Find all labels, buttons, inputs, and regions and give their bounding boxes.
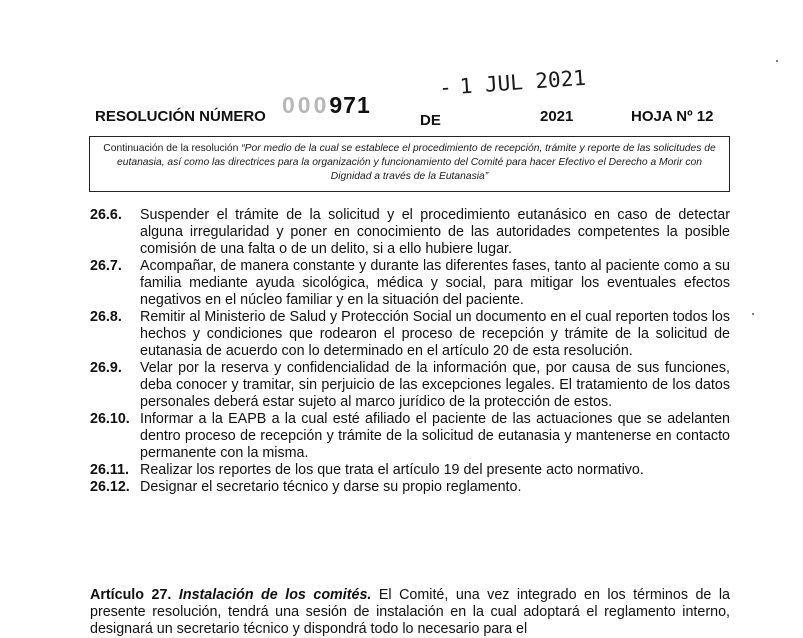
item-number: 26.10. bbox=[90, 411, 130, 427]
scan-speck bbox=[752, 313, 754, 315]
resolution-number-digits: 971 bbox=[329, 92, 371, 118]
resolution-label: RESOLUCIÓN NÚMERO bbox=[95, 108, 266, 125]
item-number: 26.6. bbox=[90, 207, 122, 223]
numbered-items-list bbox=[90, 207, 730, 496]
list-item bbox=[90, 309, 730, 360]
date-stamp-dash: - bbox=[438, 75, 453, 100]
resolution-year: 2021 bbox=[540, 108, 574, 125]
list-item bbox=[90, 360, 730, 411]
list-item bbox=[90, 462, 730, 479]
list-item bbox=[90, 479, 730, 496]
resolution-number-stamp bbox=[282, 92, 371, 119]
item-text: Velar por la reserva y confidencialidad de la información que, por causa de sus funciones, deba conocer y tramitar, sin perjuicio de las excepciones legales. El tratamiento de los datos personales deberá estar sujeto al marco jurídico de la protección de estos. bbox=[140, 360, 730, 410]
resolution-number-faded-digits: 000 bbox=[282, 92, 330, 118]
item-text: Acompañar, de manera constante y durante las diferentes fases, tanto al paciente como a su familia mediante ayuda sicológica, médica y social, para mitigar los eventuales efectos negativos en el núcleo familiar y en la situación del paciente. bbox=[140, 258, 730, 308]
continuation-title: “Por medio de la cual se establece el procedimiento de recepción, trámite y reporte de las solicitudes de eutanasia, así como las directrices para la organización y funcionamiento del Comité para hacer Efectivo el Derecho a Morir con Dignidad a través de la Eutanasia” bbox=[117, 143, 716, 182]
scan-speck bbox=[776, 60, 778, 62]
item-number: 26.8. bbox=[90, 309, 122, 325]
item-text: Informar a la EAPB a la cual esté afiliado el paciente de las actuaciones que se adelanten dentro proceso de recepción y trámite de la solicitud de eutanasia y mantenerse en contacto permanente con la misma. bbox=[140, 411, 730, 461]
item-number: 26.11. bbox=[90, 462, 129, 478]
page-label: HOJA Nº 12 bbox=[631, 108, 714, 125]
item-text: Remitir al Ministerio de Salud y Protección Social un documento en el cual reporten todos los hechos y condiciones que rodearon el proceso de recepción y trámite de la solicitud de eutanasia de acuerdo con lo determinado en el artículo 20 de esta resolución. bbox=[140, 309, 730, 359]
de-label: DE bbox=[420, 112, 441, 129]
continuation-box bbox=[89, 136, 730, 192]
article-text: El Comité, una vez integrado en los términos de la presente resolución, tendrá una sesión de instalación en la cual adoptará el reglamento interno, designará un secretario técnico y dispondrá todo lo necesario para el bbox=[90, 587, 730, 637]
date-stamp bbox=[438, 66, 586, 100]
item-text: Designar el secretario técnico y darse su propio reglamento. bbox=[140, 479, 522, 495]
date-stamp-text: 1 JUL 2021 bbox=[458, 65, 587, 99]
article-label: Artículo 27. bbox=[90, 587, 172, 603]
item-number: 26.9. bbox=[90, 360, 122, 376]
list-item bbox=[90, 207, 730, 258]
item-text: Suspender el trámite de la solicitud y el procedimiento eutanásico en caso de detectar alguna irregularidad y poner en conocimiento de las autoridades competentes la posible comisión de una falta o de un delito, si a ello hubiere lugar. bbox=[140, 207, 730, 257]
article-title: Instalación de los comités. bbox=[178, 587, 372, 603]
item-text: Realizar los reportes de los que trata el artículo 19 del presente acto normativo. bbox=[140, 462, 644, 478]
article-27 bbox=[90, 587, 730, 638]
list-item bbox=[90, 258, 730, 309]
list-item bbox=[90, 411, 730, 462]
item-number: 26.7. bbox=[90, 258, 122, 274]
continuation-prefix: Continuación de la resolución bbox=[103, 143, 242, 154]
item-number: 26.12. bbox=[90, 479, 130, 495]
